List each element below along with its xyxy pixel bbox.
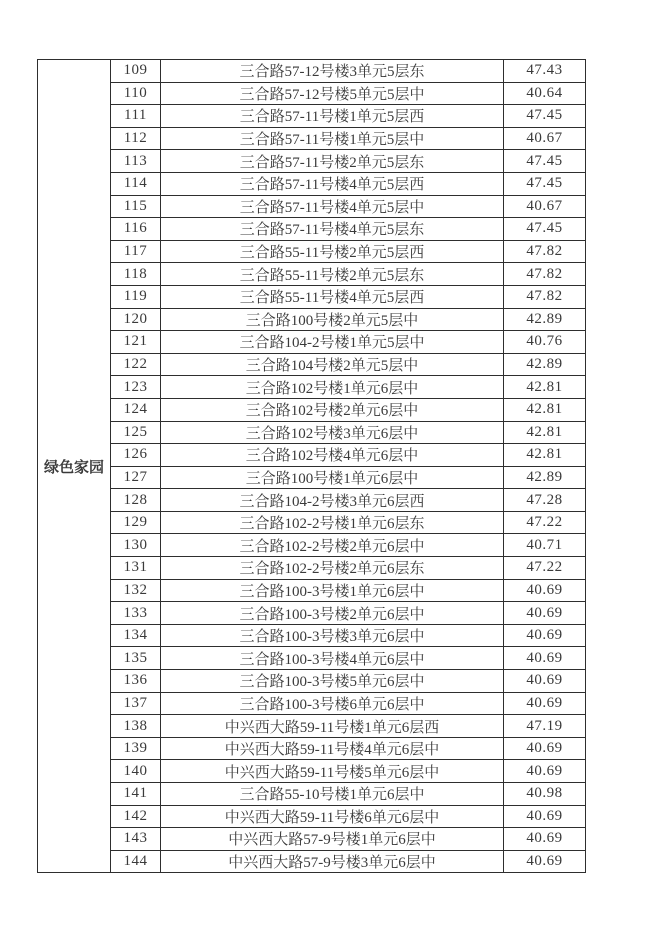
table-row (38, 850, 586, 873)
table-row (38, 127, 586, 150)
address-cell: 三合路57-12号楼3单元5层东 (161, 60, 504, 83)
area-value-cell: 40.71 (504, 534, 586, 557)
row-number-cell: 110 (111, 82, 161, 105)
area-value-cell: 40.98 (504, 783, 586, 806)
row-number-cell: 111 (111, 105, 161, 128)
table-row (38, 737, 586, 760)
address-cell: 三合路57-11号楼2单元5层东 (161, 150, 504, 173)
row-number-cell: 132 (111, 579, 161, 602)
address-cell: 三合路100号楼1单元6层中 (161, 466, 504, 489)
row-number-cell: 115 (111, 195, 161, 218)
address-cell: 中兴西大路59-11号楼1单元6层西 (161, 715, 504, 738)
table-row (38, 828, 586, 851)
table-body (38, 60, 586, 873)
area-value-cell: 40.76 (504, 331, 586, 354)
address-cell: 三合路100-3号楼1单元6层中 (161, 579, 504, 602)
area-value-cell: 47.82 (504, 285, 586, 308)
address-cell: 三合路100-3号楼6单元6层中 (161, 692, 504, 715)
address-cell: 三合路57-11号楼4单元5层中 (161, 195, 504, 218)
address-cell: 中兴西大路59-11号楼4单元6层中 (161, 737, 504, 760)
address-cell: 三合路55-11号楼2单元5层东 (161, 263, 504, 286)
row-number-cell: 127 (111, 466, 161, 489)
address-cell: 三合路100号楼2单元5层中 (161, 308, 504, 331)
address-cell: 三合路57-11号楼1单元5层西 (161, 105, 504, 128)
address-cell: 三合路102号楼3单元6层中 (161, 421, 504, 444)
row-number-cell: 109 (111, 60, 161, 83)
table-row (38, 624, 586, 647)
area-value-cell: 47.19 (504, 715, 586, 738)
row-number-cell: 118 (111, 263, 161, 286)
area-value-cell: 40.69 (504, 647, 586, 670)
row-number-cell: 113 (111, 150, 161, 173)
address-cell: 三合路55-11号楼4单元5层西 (161, 285, 504, 308)
table-row (38, 218, 586, 241)
area-value-cell: 40.69 (504, 805, 586, 828)
table-row (38, 579, 586, 602)
address-cell: 中兴西大路57-9号楼1单元6层中 (161, 828, 504, 851)
area-value-cell: 42.89 (504, 466, 586, 489)
row-number-cell: 136 (111, 670, 161, 693)
area-value-cell: 40.64 (504, 82, 586, 105)
address-cell: 三合路102-2号楼2单元6层东 (161, 557, 504, 580)
row-number-cell: 120 (111, 308, 161, 331)
area-value-cell: 47.45 (504, 105, 586, 128)
table-row (38, 534, 586, 557)
community-name-cell: 绿色家园 (38, 60, 111, 873)
area-value-cell: 40.69 (504, 828, 586, 851)
table-row (38, 331, 586, 354)
row-number-cell: 116 (111, 218, 161, 241)
address-cell: 三合路104-2号楼1单元5层中 (161, 331, 504, 354)
area-value-cell: 47.22 (504, 511, 586, 534)
table-row (38, 783, 586, 806)
area-value-cell: 42.81 (504, 421, 586, 444)
table-row (38, 692, 586, 715)
table-row (38, 240, 586, 263)
table-row (38, 263, 586, 286)
row-number-cell: 138 (111, 715, 161, 738)
row-number-cell: 128 (111, 489, 161, 512)
area-value-cell: 40.69 (504, 670, 586, 693)
table-row (38, 602, 586, 625)
row-number-cell: 126 (111, 444, 161, 467)
address-cell: 三合路102号楼1单元6层中 (161, 376, 504, 399)
table-row (38, 105, 586, 128)
table-row (38, 82, 586, 105)
row-number-cell: 124 (111, 398, 161, 421)
area-value-cell: 40.69 (504, 579, 586, 602)
table-row (38, 647, 586, 670)
address-cell: 三合路100-3号楼3单元6层中 (161, 624, 504, 647)
table-row (38, 805, 586, 828)
address-cell: 中兴西大路59-11号楼5单元6层中 (161, 760, 504, 783)
area-value-cell: 42.81 (504, 398, 586, 421)
address-cell: 三合路102-2号楼1单元6层东 (161, 511, 504, 534)
row-number-cell: 144 (111, 850, 161, 873)
table-row (38, 150, 586, 173)
address-cell: 三合路104-2号楼3单元6层西 (161, 489, 504, 512)
row-number-cell: 130 (111, 534, 161, 557)
row-number-cell: 123 (111, 376, 161, 399)
address-cell: 三合路100-3号楼5单元6层中 (161, 670, 504, 693)
table-row (38, 172, 586, 195)
address-cell: 三合路100-3号楼2单元6层中 (161, 602, 504, 625)
area-value-cell: 40.69 (504, 850, 586, 873)
area-value-cell: 47.82 (504, 263, 586, 286)
address-cell: 三合路104号楼2单元5层中 (161, 353, 504, 376)
area-value-cell: 40.67 (504, 195, 586, 218)
table-row (38, 195, 586, 218)
table-row (38, 489, 586, 512)
address-cell: 三合路57-11号楼1单元5层中 (161, 127, 504, 150)
table-row (38, 466, 586, 489)
address-cell: 三合路102号楼4单元6层中 (161, 444, 504, 467)
table-row (38, 353, 586, 376)
table-row (38, 421, 586, 444)
row-number-cell: 139 (111, 737, 161, 760)
address-cell: 三合路55-11号楼2单元5层西 (161, 240, 504, 263)
address-cell: 中兴西大路59-11号楼6单元6层中 (161, 805, 504, 828)
row-number-cell: 122 (111, 353, 161, 376)
row-number-cell: 121 (111, 331, 161, 354)
address-cell: 三合路102号楼2单元6层中 (161, 398, 504, 421)
table-row (38, 557, 586, 580)
table-row (38, 285, 586, 308)
area-value-cell: 47.28 (504, 489, 586, 512)
table-row (38, 511, 586, 534)
area-value-cell: 40.69 (504, 692, 586, 715)
address-cell: 三合路100-3号楼4单元6层中 (161, 647, 504, 670)
area-value-cell: 47.45 (504, 172, 586, 195)
area-value-cell: 47.43 (504, 60, 586, 83)
area-value-cell: 42.81 (504, 444, 586, 467)
row-number-cell: 135 (111, 647, 161, 670)
area-value-cell: 47.22 (504, 557, 586, 580)
address-cell: 三合路57-11号楼4单元5层东 (161, 218, 504, 241)
table-row (38, 60, 586, 83)
area-value-cell: 40.69 (504, 760, 586, 783)
table-row (38, 760, 586, 783)
address-cell: 三合路57-12号楼5单元5层中 (161, 82, 504, 105)
area-value-cell: 47.82 (504, 240, 586, 263)
area-value-cell: 47.45 (504, 218, 586, 241)
area-value-cell: 40.69 (504, 737, 586, 760)
area-value-cell: 40.69 (504, 602, 586, 625)
row-number-cell: 143 (111, 828, 161, 851)
row-number-cell: 137 (111, 692, 161, 715)
area-value-cell: 42.81 (504, 376, 586, 399)
row-number-cell: 112 (111, 127, 161, 150)
area-value-cell: 40.67 (504, 127, 586, 150)
row-number-cell: 119 (111, 285, 161, 308)
area-value-cell: 42.89 (504, 353, 586, 376)
row-number-cell: 117 (111, 240, 161, 263)
area-value-cell: 40.69 (504, 624, 586, 647)
area-value-cell: 42.89 (504, 308, 586, 331)
row-number-cell: 125 (111, 421, 161, 444)
address-cell: 三合路57-11号楼4单元5层西 (161, 172, 504, 195)
row-number-cell: 129 (111, 511, 161, 534)
address-cell: 三合路55-10号楼1单元6层中 (161, 783, 504, 806)
row-number-cell: 114 (111, 172, 161, 195)
row-number-cell: 133 (111, 602, 161, 625)
table-row (38, 444, 586, 467)
row-number-cell: 141 (111, 783, 161, 806)
row-number-cell: 134 (111, 624, 161, 647)
row-number-cell: 140 (111, 760, 161, 783)
address-cell: 中兴西大路57-9号楼3单元6层中 (161, 850, 504, 873)
table-row (38, 398, 586, 421)
table-row (38, 715, 586, 738)
row-number-cell: 131 (111, 557, 161, 580)
table-row (38, 670, 586, 693)
row-number-cell: 142 (111, 805, 161, 828)
table-row (38, 308, 586, 331)
area-value-cell: 47.45 (504, 150, 586, 173)
apartment-area-table (37, 59, 586, 873)
address-cell: 三合路102-2号楼2单元6层中 (161, 534, 504, 557)
table-row (38, 376, 586, 399)
